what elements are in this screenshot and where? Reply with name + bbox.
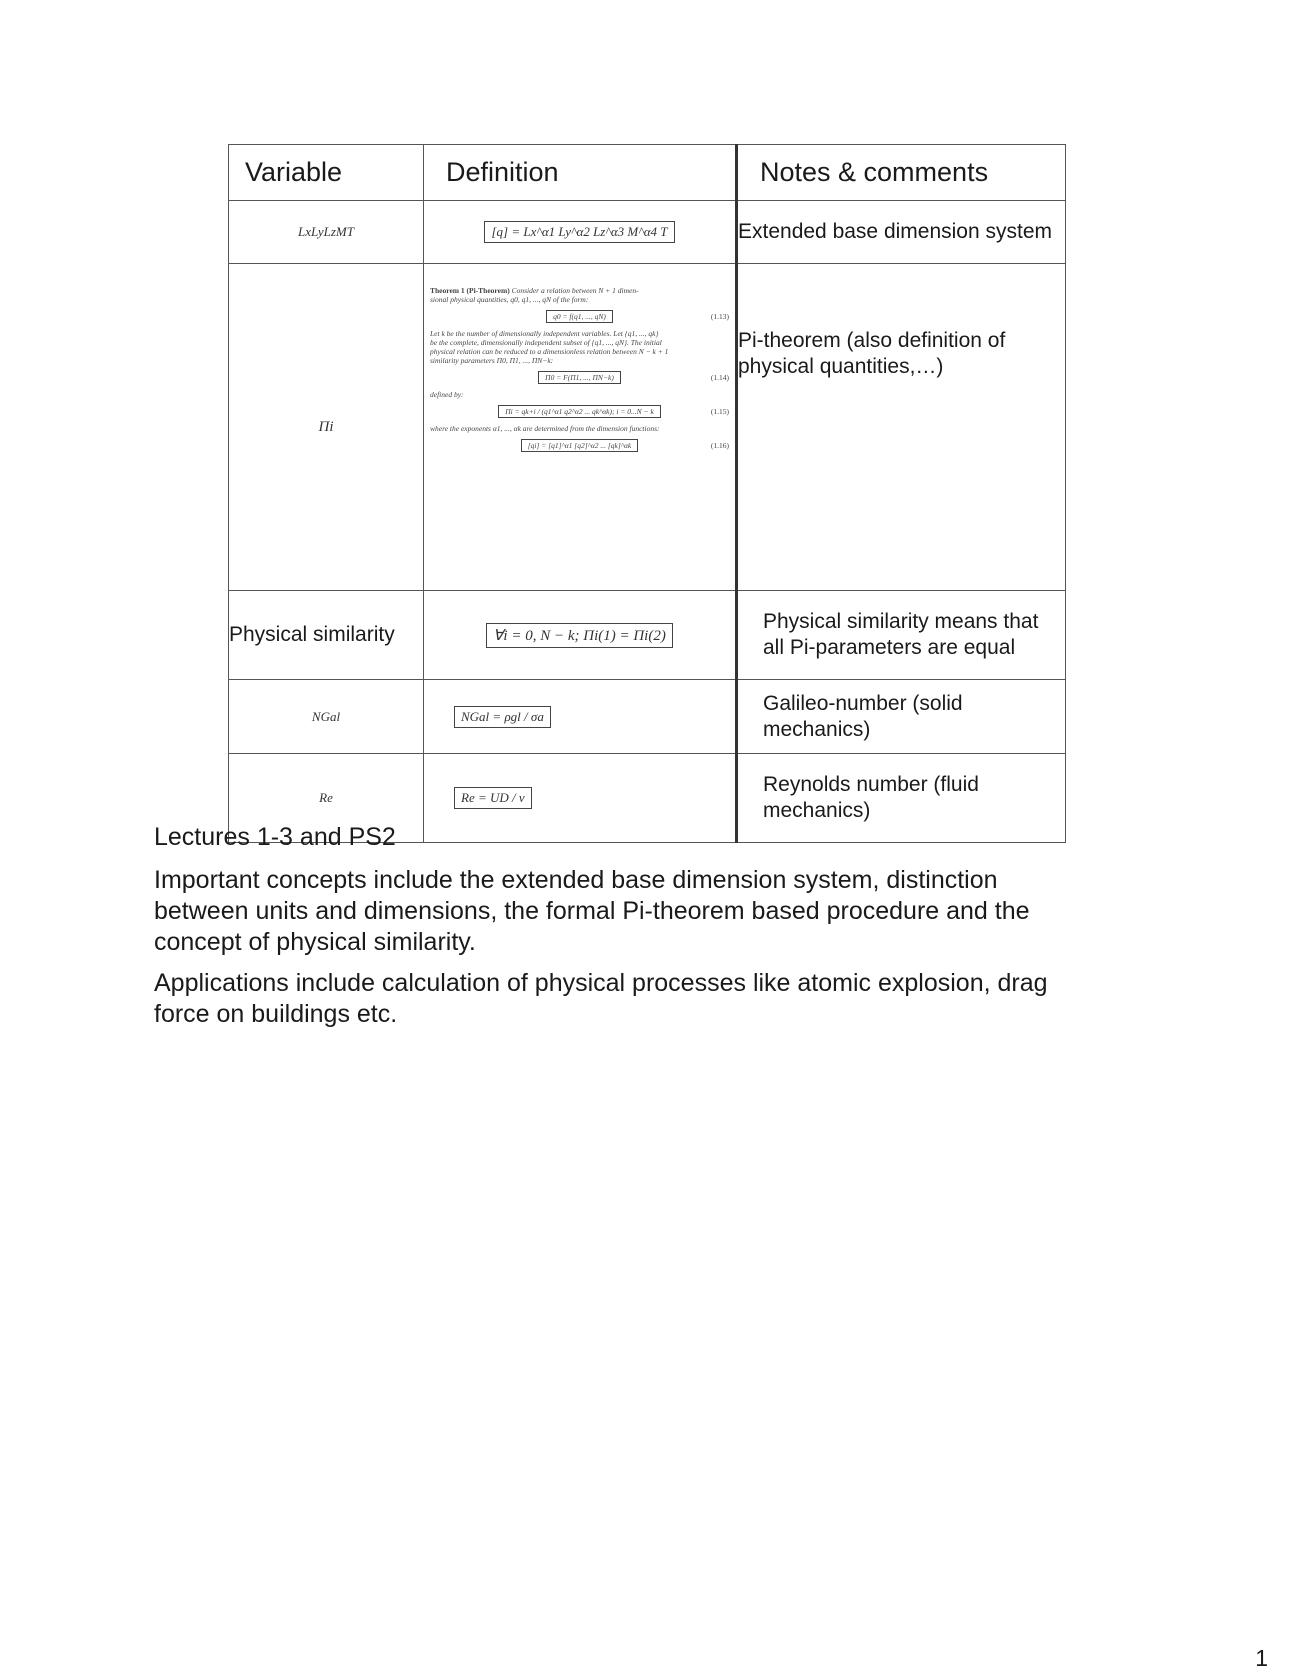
table-row — [229, 591, 1066, 680]
table-row — [229, 201, 1066, 264]
definition-formula: ∀i = 0, N − k; Πi(1) = Πi(2) — [486, 623, 673, 648]
table-row — [229, 264, 1066, 591]
notes-cell: Galileo-number (solid mechanics) — [737, 680, 1066, 754]
notes-cell: Extended base dimension system — [737, 201, 1066, 264]
definition-cell — [424, 201, 737, 264]
equation-number: (1.14) — [710, 373, 729, 382]
header-notes: Notes & comments — [737, 145, 1066, 201]
theorem-text: where the exponents α1, ..., αk are determined from the dimension functions: — [430, 424, 660, 433]
variable-math: LxLyLzMT — [298, 224, 354, 239]
equation-row — [430, 405, 729, 418]
header-definition: Definition — [424, 145, 737, 201]
section-heading: Lectures 1-3 and PS2 — [154, 823, 396, 851]
definition-formula: NGal = ρgl / σa — [454, 706, 551, 728]
variable-math: NGal — [311, 708, 341, 724]
table-row — [229, 680, 1066, 754]
paragraph-applications — [154, 968, 1134, 1030]
definition-formula: Re = UD / ν — [454, 787, 532, 809]
summary-table — [228, 144, 1066, 843]
theorem-text: Let k be the number of dimensionally independent variables. Let {q1, ..., qk} — [430, 329, 659, 338]
theorem-text: sional physical quantities, q0, q1, ..., qN of the form: — [430, 295, 589, 304]
paragraph-line: Important concepts include the extended base dimension system, distinction — [154, 866, 998, 894]
equation-row — [430, 371, 729, 384]
variable-cell — [229, 680, 424, 754]
theorem-text: defined by: — [430, 390, 464, 399]
variable-cell — [229, 264, 424, 591]
variable-cell: Physical similarity — [229, 591, 424, 680]
theorem-text: Consider a relation between N + 1 dimen- — [511, 286, 639, 295]
page-number: 1 — [1255, 1645, 1268, 1671]
variable-math: Πi — [318, 419, 334, 435]
paragraph-line: concept of physical similarity. — [154, 928, 476, 956]
equation: [qi] = [q1]^α1 [q2]^α2 ... [qk]^αk — [521, 439, 638, 452]
equation-row — [430, 439, 729, 452]
notes-cell: Reynolds number (fluid mechanics) — [737, 754, 1066, 843]
variable-math: Re — [319, 790, 333, 805]
definition-formula: [q] = Lx^α1 Ly^α2 Lz^α3 M^α4 T — [484, 221, 674, 243]
definition-cell — [424, 680, 737, 754]
equation-number: (1.16) — [710, 441, 729, 450]
header-variable: Variable — [229, 145, 424, 201]
equation: Π0 = F(Π1, ..., ΠN−k) — [538, 371, 621, 384]
theorem-text: similarity parameters Π0, Π1, ..., ΠN−k: — [430, 356, 554, 365]
theorem-title: Theorem 1 (Pi-Theorem) — [430, 286, 510, 295]
notes-cell: Physical similarity means that all Pi-parameters are equal — [737, 591, 1066, 680]
definition-cell — [424, 591, 737, 680]
equation-row — [430, 310, 729, 323]
equation: Πi = qk+i / (q1^α1 q2^α2 ... qk^αk); i = 0...N − k — [498, 405, 661, 418]
paragraph-concepts — [154, 865, 1134, 958]
variable-cell — [229, 201, 424, 264]
paragraph-line: Applications include calculation of physical processes like atomic explosion, drag — [154, 969, 1048, 997]
equation-number: (1.15) — [710, 407, 729, 416]
paragraph-line: between units and dimensions, the formal Pi-theorem based procedure and the — [154, 897, 1030, 925]
equation: q0 = f(q1, ..., qN) — [546, 310, 613, 323]
equation-number: (1.13) — [710, 312, 729, 321]
theorem-text: physical relation can be reduced to a dimensionless relation between N − k + 1 — [430, 347, 669, 356]
definition-cell — [424, 264, 737, 591]
paragraph-line: force on buildings etc. — [154, 1000, 398, 1028]
notes-cell: Pi-theorem (also definition of physical quantities,…) — [737, 264, 1066, 591]
table-header-row — [229, 145, 1066, 201]
theorem-text: be the complete, dimensionally independent subset of {q1, ..., qN}. The initial — [430, 338, 662, 347]
pi-theorem-block — [430, 286, 729, 458]
